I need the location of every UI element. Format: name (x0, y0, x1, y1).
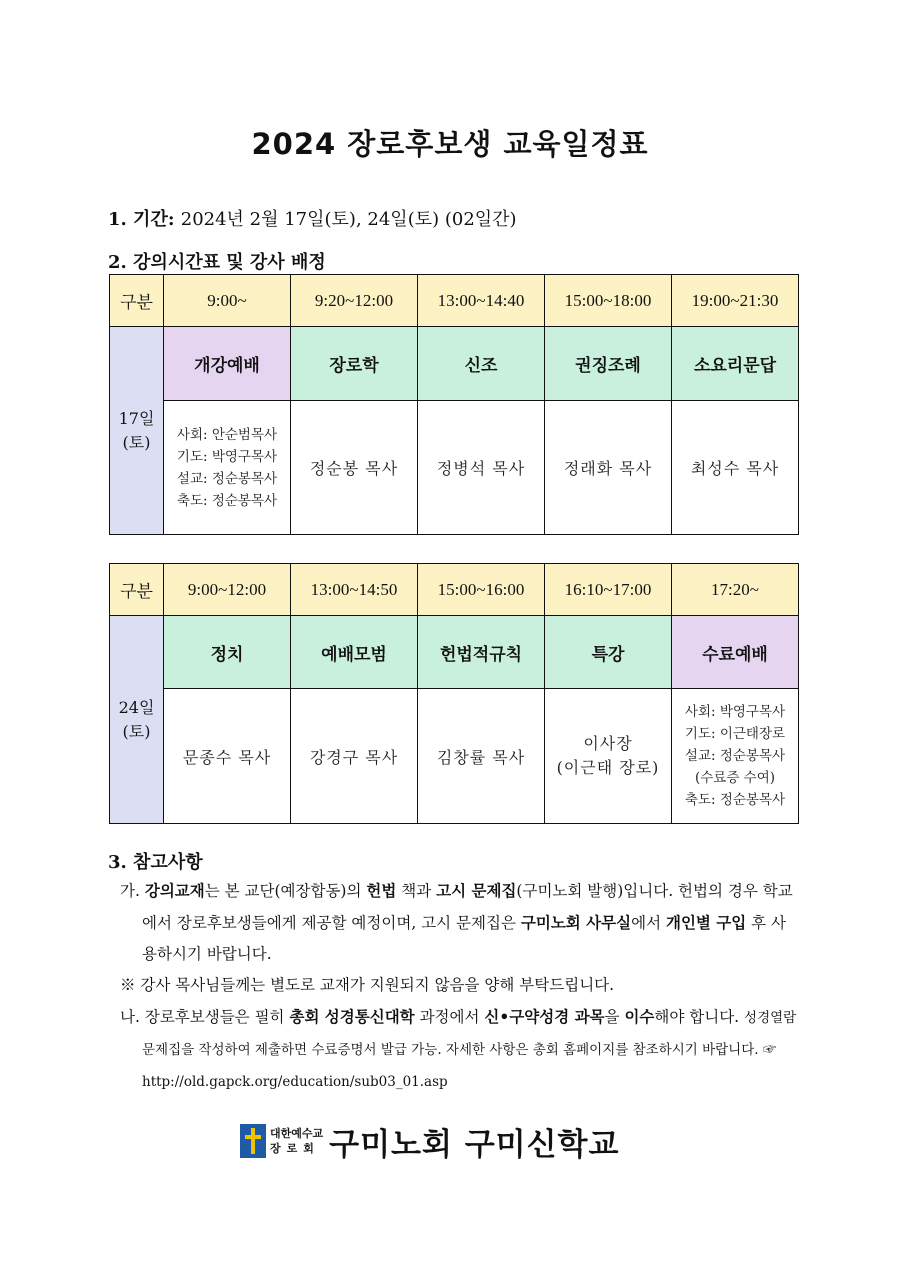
subject-cell: 소요리문답 (672, 327, 799, 401)
emphasis-text: 신•구약성경 과목 (484, 1007, 605, 1026)
special-lecturer-name: (이근태 장로) (556, 758, 660, 777)
role-line: 기도: 이근태장로 (684, 726, 786, 742)
subject-cell: 권징조례 (545, 327, 672, 401)
note-na (108, 1001, 798, 1098)
lecturer-cell: 정래화 목사 (545, 401, 672, 535)
logo-text (270, 1126, 323, 1156)
special-lecturer-title: 이사장 (583, 734, 633, 753)
schedule-table-day1 (109, 274, 799, 535)
note-text-part: (구미노회 발행)입니다. 헌법의 경우 학교에서 장로후보생들에게 제공할 예정이며, 고시 문제집은 (142, 882, 793, 932)
role-line: 설교: 정순봉목사 (684, 748, 786, 764)
subject-cell: 수료예배 (672, 616, 799, 689)
header-label: 구분 (110, 564, 164, 616)
emphasis-text: 이수 (624, 1007, 655, 1026)
role-line: 축도: 정순봉목사 (176, 492, 278, 509)
note-text-part: 책과 (396, 882, 437, 900)
day-label (110, 327, 164, 535)
note-text-part: 후 사용하시기 바랍니다. (142, 914, 787, 963)
period-line (108, 205, 517, 231)
note-text-part: 을 (604, 1008, 625, 1026)
time-cell: 9:00~12:00 (164, 564, 291, 616)
schedule-heading: 2. 강의시간표 및 강사 배정 (108, 252, 326, 273)
emphasis-text: 헌법 (366, 881, 397, 900)
note-text-part: 과정에서 (414, 1008, 485, 1026)
lecturer-cell: 최성수 목사 (672, 401, 799, 535)
subject-cell: 특강 (545, 616, 672, 689)
emphasis-text: 구미노회 사무실 (520, 913, 632, 932)
closing-roles-cell (672, 689, 799, 824)
note-text-part: 해야 합니다. (654, 1008, 745, 1026)
time-cell: 19:00~21:30 (672, 275, 799, 327)
time-cell: 9:20~12:00 (291, 275, 418, 327)
note-marker: 가. (120, 882, 140, 900)
notes-heading: 3. 참고사항 (108, 852, 203, 873)
subject-cell: 정치 (164, 616, 291, 689)
note-text-part: 는 본 교단(예장합동)의 (204, 882, 367, 900)
subject-cell: 개강예배 (164, 327, 291, 401)
subject-cell: 예배모범 (291, 616, 418, 689)
schedule-table-day2 (109, 563, 799, 824)
role-line: 사회: 박영구목사 (684, 704, 786, 720)
period-text: 2024년 2월 17일(토), 24일(토) (02일간) (180, 209, 517, 230)
note-text-part: 장로후보생들은 필히 (144, 1008, 290, 1026)
emphasis-text: 강의교재 (144, 881, 205, 900)
lecturer-cell: 정병석 목사 (418, 401, 545, 535)
subject-cell: 헌법적규칙 (418, 616, 545, 689)
logo-line2: 장로회 (270, 1142, 320, 1155)
note-ga-text (142, 882, 793, 963)
period-label: 1. 기간: (108, 209, 181, 230)
lecturer-cell: 강경구 목사 (291, 689, 418, 824)
role-line: 축도: 정순봉목사 (684, 792, 786, 808)
school-name: 구미노회 구미신학교 (329, 1126, 620, 1163)
time-cell: 16:10~17:00 (545, 564, 672, 616)
lecturer-cell: 김창률 목사 (418, 689, 545, 824)
time-cell: 9:00~ (164, 275, 291, 327)
note-ga (108, 875, 798, 970)
emphasis-text: 개인별 구입 (665, 913, 747, 932)
role-line: 사회: 안순범목사 (176, 426, 278, 443)
emphasis-text: 고시 문제집 (436, 881, 517, 900)
lecturer-cell: 정순봉 목사 (291, 401, 418, 535)
note-na-small: 성경열람문제집을 작성하여 제출하면 수료증명서 발급 가능. 자세한 사항은 총회 홈페이지를 참조하시기 바랍니다. ☞ http://old.gapck.org/education/sub03_01.asp (142, 1010, 797, 1090)
role-line: 기도: 박영구목사 (176, 448, 278, 465)
day-label (110, 616, 164, 824)
note-text-part: 에서 (631, 914, 666, 932)
church-logo-icon (240, 1124, 266, 1158)
role-line: 설교: 정순봉목사 (176, 470, 278, 487)
special-lecturer-cell (545, 689, 672, 824)
time-cell: 13:00~14:40 (418, 275, 545, 327)
note-star: ※ 강사 목사님들께는 별도로 교재가 지원되지 않음을 양해 부탁드립니다. (120, 976, 615, 994)
logo-line1: 대한예수교 (270, 1127, 324, 1140)
time-cell: 15:00~16:00 (418, 564, 545, 616)
emphasis-text: 총회 성경통신대학 (289, 1007, 415, 1026)
opening-roles-cell (164, 401, 291, 535)
note-na-text (145, 1008, 744, 1026)
time-cell: 13:00~14:50 (291, 564, 418, 616)
notes-block (108, 875, 798, 1098)
subject-cell: 신조 (418, 327, 545, 401)
header-label: 구분 (110, 275, 164, 327)
page-title: 2024 장로후보생 교육일정표 (251, 127, 649, 161)
footer (240, 1118, 619, 1164)
note-marker: 나. (120, 1008, 140, 1026)
time-cell: 17:20~ (672, 564, 799, 616)
lecturer-cell: 문종수 목사 (164, 689, 291, 824)
time-cell: 15:00~18:00 (545, 275, 672, 327)
day-text: 17일 (토) (118, 408, 155, 452)
subject-cell: 장로학 (291, 327, 418, 401)
day-text: 24일 (토) (118, 697, 155, 741)
role-line: (수료증 수여) (694, 770, 776, 786)
